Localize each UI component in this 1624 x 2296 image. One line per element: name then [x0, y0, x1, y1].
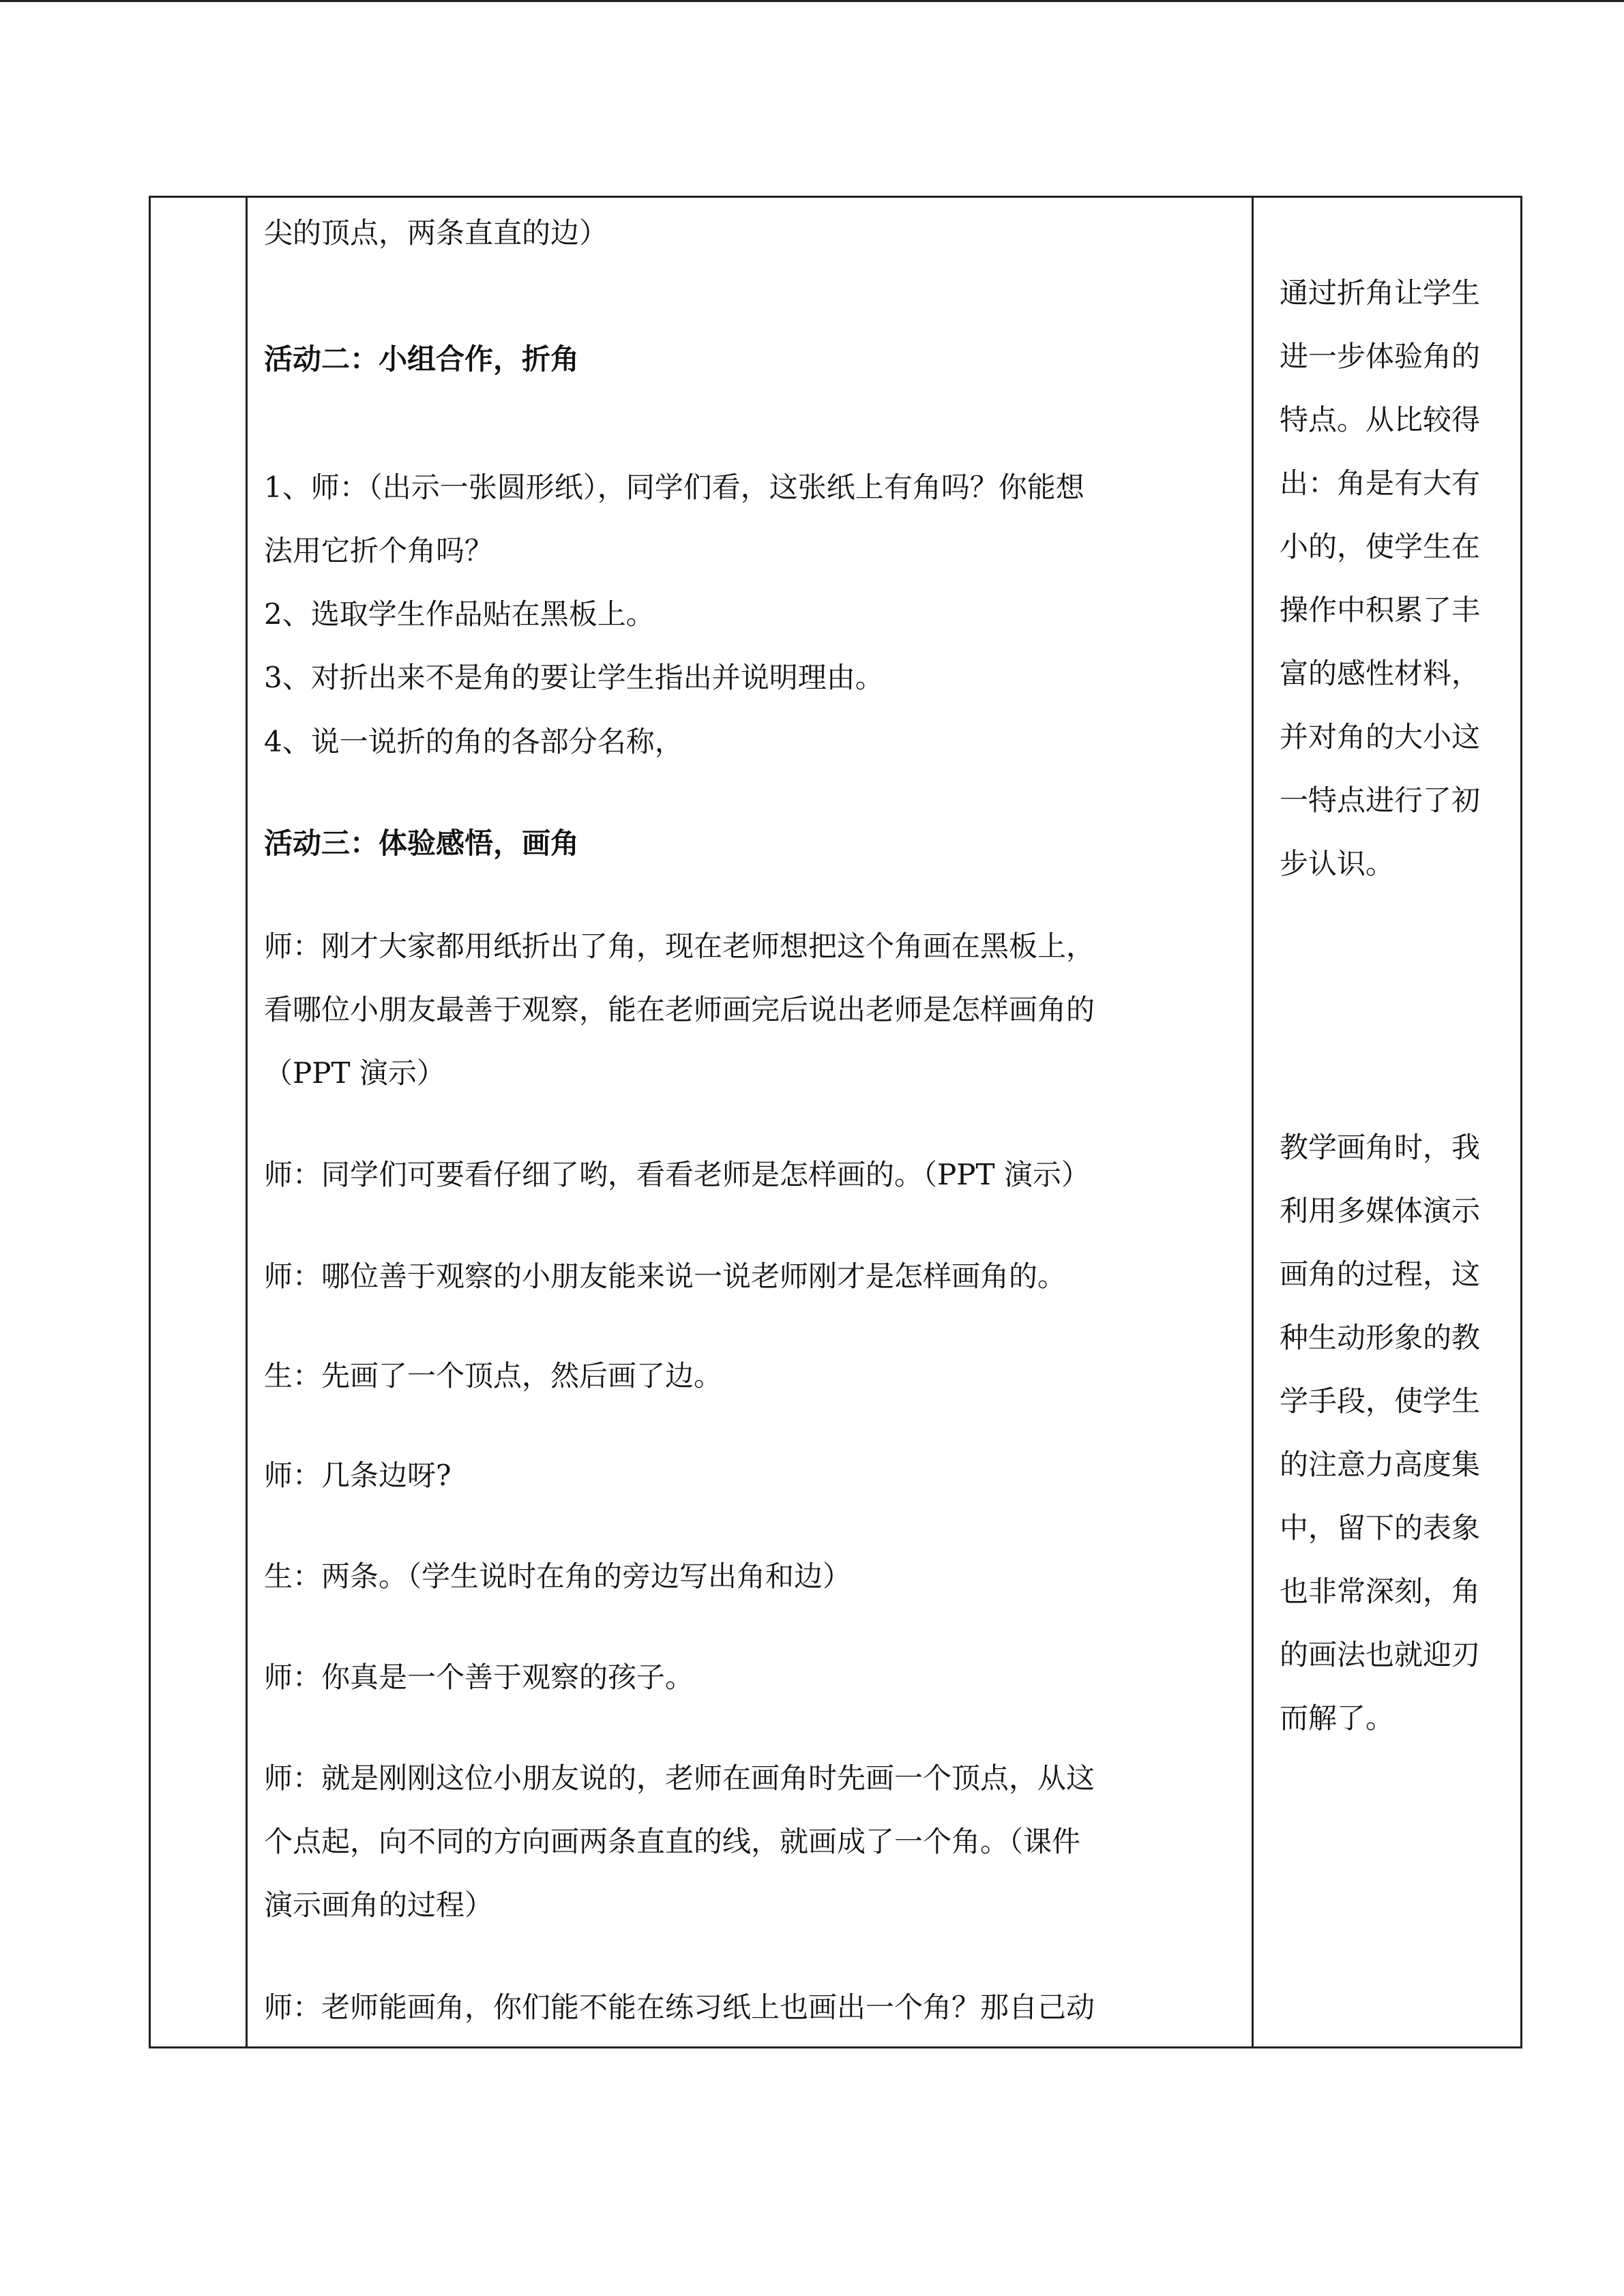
- activity-heading: 活动三：体验感悟，画角: [264, 826, 580, 860]
- lesson-plan-table: [149, 196, 1522, 2048]
- text-line: 师：哪位善于观察的小朋友能来说一说老师刚才是怎样画角的。: [264, 1259, 1067, 1293]
- note-line: 利用多媒体演示: [1280, 1194, 1481, 1227]
- text-line: 4、说一说折的角的各部分名称，: [264, 725, 683, 758]
- text-line: 3、对折出来不是角的要让学生指出并说明理由。: [264, 661, 884, 694]
- text-line: 师：刚才大家都用纸折出了角，现在老师想把这个角画在黑板上，: [264, 929, 1095, 963]
- note-line: 中，留下的表象: [1280, 1511, 1481, 1545]
- page-top-edge: [0, 0, 1624, 2]
- note-line: 也非常深刻，角: [1280, 1575, 1481, 1608]
- teaching-process-column: [248, 198, 1252, 2046]
- text-line: 师：老师能画角，你们能不能在练习纸上也画出一个角？那自己动: [264, 1991, 1095, 2024]
- note-line: 的画法也就迎刃: [1280, 1638, 1481, 1671]
- note-line: 画角的过程，这: [1280, 1257, 1481, 1291]
- note-line: 特点。从比较得: [1280, 403, 1481, 436]
- text-line: 师：你真是一个善于观察的孩子。: [264, 1660, 694, 1694]
- note-line: 小的，使学生在: [1280, 530, 1481, 563]
- text-line: 法用它折个角吗？: [264, 534, 494, 567]
- note-line: 并对角的大小这: [1280, 720, 1481, 754]
- activity-heading: 活动二：小组合作，折角: [264, 342, 580, 376]
- note-line: 操作中积累了丰: [1280, 593, 1481, 627]
- text-line: 看哪位小朋友最善于观察，能在老师画完后说出老师是怎样画角的: [264, 993, 1095, 1026]
- note-line: 一特点进行了初: [1280, 784, 1481, 817]
- text-line: 师：几条边呀?: [264, 1459, 452, 1492]
- text-line: 师：就是刚刚这位小朋友说的，老师在画角时先画一个顶点，从这: [264, 1761, 1095, 1795]
- note-line: 富的感性材料，: [1280, 657, 1481, 690]
- text-line: 2、选取学生作品贴在黑板上。: [264, 597, 655, 631]
- text-line: 个点起，向不同的方向画两条直直的线，就画成了一个角。（课件: [264, 1825, 1081, 1858]
- note-line: 的注意力高度集: [1280, 1448, 1481, 1481]
- text-line: 生：两条。（学生说时在角的旁边写出角和边）: [264, 1560, 852, 1593]
- text-line: （PPT 演示）: [264, 1056, 445, 1090]
- note-line: 出：角是有大有: [1280, 466, 1481, 500]
- note-line: 教学画角时，我: [1280, 1131, 1481, 1164]
- text-line: 1、师：（出示一张圆形纸），同学们看，这张纸上有角吗？你能想: [264, 471, 1084, 504]
- design-intent-column: [1254, 198, 1522, 2046]
- text-line: 演示画角的过程）: [264, 1888, 494, 1922]
- text-line: 尖的顶点，两条直直的边）: [264, 216, 608, 250]
- note-line: 而解了。: [1280, 1701, 1395, 1735]
- note-line: 学手段，使学生: [1280, 1384, 1481, 1418]
- note-line: 种生动形象的教: [1280, 1321, 1481, 1354]
- note-line: 通过折角让学生: [1280, 276, 1481, 310]
- text-line: 生：先画了一个顶点，然后画了边。: [264, 1359, 723, 1392]
- text-line: 师：同学们可要看仔细了哟，看看老师是怎样画的。（PPT 演示）: [264, 1158, 1090, 1191]
- note-line: 进一步体验角的: [1280, 340, 1481, 373]
- note-line: 步认识。: [1280, 847, 1395, 880]
